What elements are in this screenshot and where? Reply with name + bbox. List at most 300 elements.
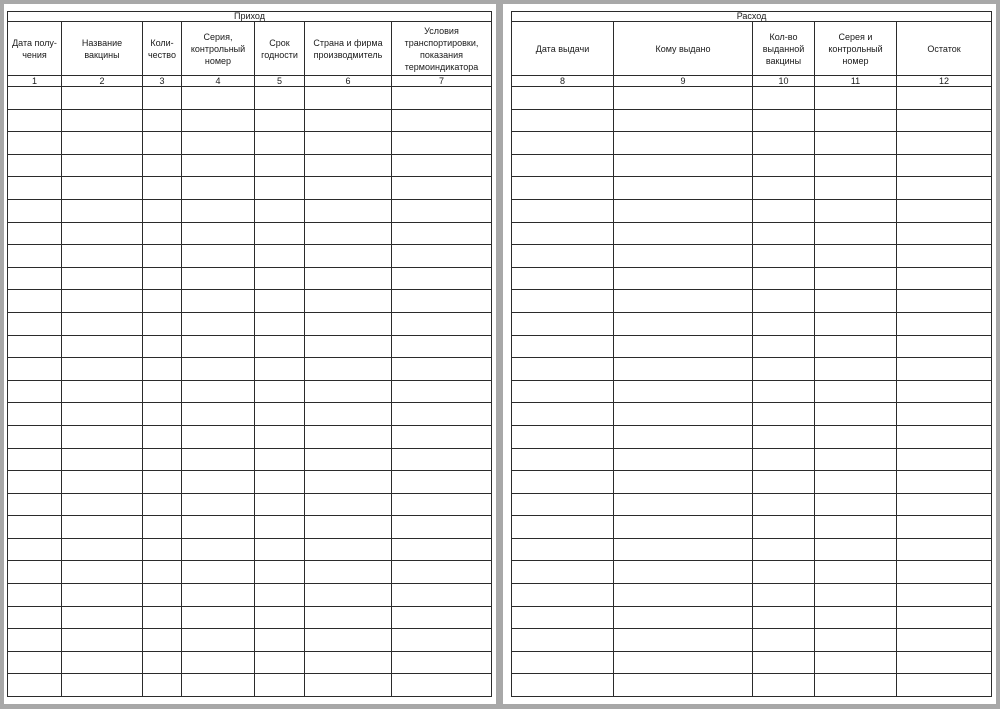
table-cell[interactable] [182, 132, 255, 155]
table-cell[interactable] [62, 403, 143, 426]
table-cell[interactable] [614, 561, 753, 584]
table-cell[interactable] [8, 651, 62, 674]
table-cell[interactable] [392, 267, 492, 290]
table-cell[interactable] [182, 290, 255, 313]
table-cell[interactable] [255, 132, 305, 155]
table-cell[interactable] [815, 245, 897, 268]
table-cell[interactable] [255, 538, 305, 561]
table-cell[interactable] [255, 358, 305, 381]
table-cell[interactable] [62, 87, 143, 110]
table-cell[interactable] [815, 132, 897, 155]
table-cell[interactable] [143, 87, 182, 110]
table-cell[interactable] [815, 516, 897, 539]
table-cell[interactable] [614, 87, 753, 110]
table-cell[interactable] [255, 199, 305, 222]
table-cell[interactable] [392, 109, 492, 132]
table-cell[interactable] [753, 403, 815, 426]
table-cell[interactable] [512, 629, 614, 652]
table-cell[interactable] [614, 177, 753, 200]
table-cell[interactable] [753, 290, 815, 313]
table-cell[interactable] [8, 199, 62, 222]
table-cell[interactable] [753, 312, 815, 335]
table-cell[interactable] [392, 584, 492, 607]
table-cell[interactable] [897, 154, 992, 177]
table-cell[interactable] [815, 448, 897, 471]
table-cell[interactable] [143, 448, 182, 471]
table-cell[interactable] [255, 222, 305, 245]
table-cell[interactable] [8, 516, 62, 539]
table-cell[interactable] [815, 584, 897, 607]
table-cell[interactable] [897, 561, 992, 584]
table-cell[interactable] [753, 199, 815, 222]
table-cell[interactable] [182, 358, 255, 381]
table-cell[interactable] [62, 471, 143, 494]
table-cell[interactable] [815, 109, 897, 132]
table-cell[interactable] [255, 177, 305, 200]
table-cell[interactable] [305, 222, 392, 245]
table-cell[interactable] [143, 245, 182, 268]
table-cell[interactable] [255, 651, 305, 674]
table-cell[interactable] [62, 493, 143, 516]
table-cell[interactable] [305, 584, 392, 607]
table-cell[interactable] [305, 606, 392, 629]
table-cell[interactable] [753, 132, 815, 155]
table-cell[interactable] [62, 561, 143, 584]
table-cell[interactable] [305, 380, 392, 403]
table-cell[interactable] [255, 448, 305, 471]
table-cell[interactable] [614, 584, 753, 607]
table-cell[interactable] [62, 245, 143, 268]
table-cell[interactable] [182, 87, 255, 110]
table-cell[interactable] [614, 674, 753, 697]
table-cell[interactable] [255, 312, 305, 335]
table-cell[interactable] [305, 516, 392, 539]
table-cell[interactable] [753, 561, 815, 584]
table-cell[interactable] [255, 493, 305, 516]
table-cell[interactable] [8, 674, 62, 697]
table-cell[interactable] [255, 335, 305, 358]
table-cell[interactable] [182, 606, 255, 629]
table-cell[interactable] [753, 448, 815, 471]
table-cell[interactable] [143, 538, 182, 561]
table-cell[interactable] [392, 561, 492, 584]
table-cell[interactable] [182, 312, 255, 335]
table-cell[interactable] [614, 403, 753, 426]
table-cell[interactable] [815, 222, 897, 245]
table-cell[interactable] [8, 177, 62, 200]
table-cell[interactable] [62, 267, 143, 290]
table-cell[interactable] [392, 199, 492, 222]
table-cell[interactable] [815, 358, 897, 381]
table-cell[interactable] [182, 245, 255, 268]
table-cell[interactable] [182, 561, 255, 584]
table-cell[interactable] [182, 471, 255, 494]
table-cell[interactable] [143, 199, 182, 222]
table-cell[interactable] [8, 335, 62, 358]
table-cell[interactable] [614, 358, 753, 381]
table-cell[interactable] [305, 177, 392, 200]
table-cell[interactable] [614, 267, 753, 290]
table-cell[interactable] [512, 267, 614, 290]
table-cell[interactable] [305, 154, 392, 177]
table-cell[interactable] [897, 538, 992, 561]
table-cell[interactable] [512, 199, 614, 222]
table-cell[interactable] [614, 109, 753, 132]
table-cell[interactable] [182, 448, 255, 471]
table-cell[interactable] [614, 312, 753, 335]
table-cell[interactable] [815, 380, 897, 403]
table-cell[interactable] [815, 154, 897, 177]
table-cell[interactable] [897, 109, 992, 132]
table-cell[interactable] [897, 267, 992, 290]
table-cell[interactable] [255, 380, 305, 403]
table-cell[interactable] [255, 561, 305, 584]
table-cell[interactable] [753, 629, 815, 652]
table-cell[interactable] [62, 651, 143, 674]
table-cell[interactable] [753, 584, 815, 607]
table-cell[interactable] [8, 87, 62, 110]
table-cell[interactable] [897, 448, 992, 471]
table-cell[interactable] [255, 606, 305, 629]
table-cell[interactable] [753, 651, 815, 674]
table-cell[interactable] [753, 606, 815, 629]
table-cell[interactable] [8, 448, 62, 471]
table-cell[interactable] [512, 561, 614, 584]
table-cell[interactable] [255, 425, 305, 448]
table-cell[interactable] [182, 425, 255, 448]
table-cell[interactable] [182, 335, 255, 358]
table-cell[interactable] [392, 358, 492, 381]
table-cell[interactable] [255, 267, 305, 290]
table-cell[interactable] [62, 222, 143, 245]
table-cell[interactable] [255, 290, 305, 313]
table-cell[interactable] [897, 290, 992, 313]
table-cell[interactable] [143, 358, 182, 381]
table-cell[interactable] [897, 335, 992, 358]
table-cell[interactable] [392, 177, 492, 200]
table-cell[interactable] [897, 493, 992, 516]
table-cell[interactable] [8, 245, 62, 268]
table-cell[interactable] [305, 267, 392, 290]
table-cell[interactable] [62, 335, 143, 358]
table-cell[interactable] [614, 651, 753, 674]
table-cell[interactable] [8, 109, 62, 132]
table-cell[interactable] [392, 516, 492, 539]
table-cell[interactable] [897, 358, 992, 381]
table-cell[interactable] [305, 335, 392, 358]
table-cell[interactable] [305, 358, 392, 381]
table-cell[interactable] [512, 425, 614, 448]
table-cell[interactable] [8, 312, 62, 335]
table-cell[interactable] [897, 312, 992, 335]
table-cell[interactable] [182, 177, 255, 200]
table-cell[interactable] [62, 199, 143, 222]
table-cell[interactable] [392, 471, 492, 494]
table-cell[interactable] [255, 109, 305, 132]
table-cell[interactable] [753, 222, 815, 245]
table-cell[interactable] [512, 335, 614, 358]
table-cell[interactable] [62, 516, 143, 539]
table-cell[interactable] [182, 154, 255, 177]
table-cell[interactable] [614, 290, 753, 313]
table-cell[interactable] [143, 290, 182, 313]
table-cell[interactable] [182, 538, 255, 561]
table-cell[interactable] [8, 403, 62, 426]
table-cell[interactable] [255, 584, 305, 607]
table-cell[interactable] [182, 493, 255, 516]
table-cell[interactable] [897, 87, 992, 110]
table-cell[interactable] [8, 154, 62, 177]
table-cell[interactable] [143, 629, 182, 652]
table-cell[interactable] [815, 606, 897, 629]
table-cell[interactable] [143, 651, 182, 674]
table-cell[interactable] [392, 154, 492, 177]
table-cell[interactable] [753, 87, 815, 110]
table-cell[interactable] [143, 493, 182, 516]
table-cell[interactable] [753, 358, 815, 381]
table-cell[interactable] [753, 267, 815, 290]
table-cell[interactable] [897, 132, 992, 155]
table-cell[interactable] [143, 425, 182, 448]
table-cell[interactable] [8, 290, 62, 313]
table-cell[interactable] [143, 312, 182, 335]
table-cell[interactable] [392, 538, 492, 561]
table-cell[interactable] [815, 651, 897, 674]
table-cell[interactable] [255, 471, 305, 494]
table-cell[interactable] [392, 629, 492, 652]
table-cell[interactable] [753, 154, 815, 177]
table-cell[interactable] [392, 222, 492, 245]
table-cell[interactable] [182, 380, 255, 403]
table-cell[interactable] [305, 109, 392, 132]
table-cell[interactable] [305, 561, 392, 584]
table-cell[interactable] [182, 109, 255, 132]
table-cell[interactable] [815, 290, 897, 313]
table-cell[interactable] [182, 199, 255, 222]
table-cell[interactable] [897, 222, 992, 245]
table-cell[interactable] [614, 471, 753, 494]
table-cell[interactable] [8, 606, 62, 629]
table-cell[interactable] [143, 109, 182, 132]
table-cell[interactable] [143, 132, 182, 155]
table-cell[interactable] [815, 177, 897, 200]
table-cell[interactable] [815, 425, 897, 448]
table-cell[interactable] [62, 584, 143, 607]
table-cell[interactable] [305, 538, 392, 561]
table-cell[interactable] [305, 629, 392, 652]
table-cell[interactable] [182, 267, 255, 290]
table-cell[interactable] [614, 448, 753, 471]
table-cell[interactable] [614, 380, 753, 403]
table-cell[interactable] [255, 403, 305, 426]
table-cell[interactable] [143, 674, 182, 697]
table-cell[interactable] [305, 425, 392, 448]
table-cell[interactable] [512, 516, 614, 539]
table-cell[interactable] [143, 267, 182, 290]
table-cell[interactable] [8, 267, 62, 290]
table-cell[interactable] [614, 606, 753, 629]
table-cell[interactable] [897, 199, 992, 222]
table-cell[interactable] [897, 606, 992, 629]
table-cell[interactable] [753, 380, 815, 403]
table-cell[interactable] [614, 425, 753, 448]
table-cell[interactable] [512, 245, 614, 268]
table-cell[interactable] [305, 245, 392, 268]
table-cell[interactable] [512, 674, 614, 697]
table-cell[interactable] [512, 651, 614, 674]
table-cell[interactable] [255, 87, 305, 110]
table-cell[interactable] [897, 516, 992, 539]
table-cell[interactable] [614, 493, 753, 516]
table-cell[interactable] [143, 222, 182, 245]
table-cell[interactable] [8, 132, 62, 155]
table-cell[interactable] [392, 87, 492, 110]
table-cell[interactable] [815, 561, 897, 584]
table-cell[interactable] [305, 448, 392, 471]
table-cell[interactable] [815, 674, 897, 697]
table-cell[interactable] [392, 335, 492, 358]
table-cell[interactable] [62, 448, 143, 471]
table-cell[interactable] [897, 629, 992, 652]
table-cell[interactable] [143, 606, 182, 629]
table-cell[interactable] [182, 629, 255, 652]
table-cell[interactable] [392, 290, 492, 313]
table-cell[interactable] [62, 674, 143, 697]
table-cell[interactable] [512, 493, 614, 516]
table-cell[interactable] [753, 335, 815, 358]
table-cell[interactable] [8, 629, 62, 652]
table-cell[interactable] [62, 358, 143, 381]
table-cell[interactable] [62, 177, 143, 200]
table-cell[interactable] [62, 290, 143, 313]
table-cell[interactable] [392, 312, 492, 335]
table-cell[interactable] [512, 154, 614, 177]
table-cell[interactable] [815, 493, 897, 516]
table-cell[interactable] [143, 561, 182, 584]
table-cell[interactable] [753, 177, 815, 200]
table-cell[interactable] [182, 222, 255, 245]
table-cell[interactable] [753, 245, 815, 268]
table-cell[interactable] [8, 425, 62, 448]
table-cell[interactable] [815, 312, 897, 335]
table-cell[interactable] [512, 358, 614, 381]
table-cell[interactable] [614, 222, 753, 245]
table-cell[interactable] [62, 312, 143, 335]
table-cell[interactable] [815, 267, 897, 290]
table-cell[interactable] [897, 584, 992, 607]
table-cell[interactable] [392, 132, 492, 155]
table-cell[interactable] [512, 87, 614, 110]
table-cell[interactable] [143, 584, 182, 607]
table-cell[interactable] [62, 606, 143, 629]
table-cell[interactable] [255, 516, 305, 539]
table-cell[interactable] [815, 335, 897, 358]
table-cell[interactable] [815, 538, 897, 561]
table-cell[interactable] [512, 109, 614, 132]
table-cell[interactable] [255, 674, 305, 697]
table-cell[interactable] [305, 651, 392, 674]
table-cell[interactable] [143, 403, 182, 426]
table-cell[interactable] [143, 335, 182, 358]
table-cell[interactable] [392, 425, 492, 448]
table-cell[interactable] [614, 154, 753, 177]
table-cell[interactable] [392, 245, 492, 268]
table-cell[interactable] [8, 358, 62, 381]
table-cell[interactable] [62, 538, 143, 561]
table-cell[interactable] [8, 222, 62, 245]
table-cell[interactable] [512, 312, 614, 335]
table-cell[interactable] [753, 109, 815, 132]
table-cell[interactable] [62, 629, 143, 652]
table-cell[interactable] [753, 471, 815, 494]
table-cell[interactable] [8, 561, 62, 584]
table-cell[interactable] [512, 471, 614, 494]
table-cell[interactable] [815, 471, 897, 494]
table-cell[interactable] [305, 312, 392, 335]
table-cell[interactable] [392, 674, 492, 697]
table-cell[interactable] [305, 290, 392, 313]
table-cell[interactable] [305, 403, 392, 426]
table-cell[interactable] [392, 493, 492, 516]
table-cell[interactable] [305, 493, 392, 516]
table-cell[interactable] [143, 471, 182, 494]
table-cell[interactable] [614, 199, 753, 222]
table-cell[interactable] [897, 245, 992, 268]
table-cell[interactable] [614, 245, 753, 268]
table-cell[interactable] [8, 538, 62, 561]
table-cell[interactable] [8, 493, 62, 516]
table-cell[interactable] [62, 425, 143, 448]
table-cell[interactable] [897, 403, 992, 426]
table-cell[interactable] [815, 199, 897, 222]
table-cell[interactable] [753, 516, 815, 539]
table-cell[interactable] [512, 448, 614, 471]
table-cell[interactable] [255, 629, 305, 652]
table-cell[interactable] [753, 674, 815, 697]
table-cell[interactable] [305, 471, 392, 494]
table-cell[interactable] [897, 425, 992, 448]
table-cell[interactable] [392, 403, 492, 426]
table-cell[interactable] [305, 132, 392, 155]
table-cell[interactable] [614, 335, 753, 358]
table-cell[interactable] [897, 177, 992, 200]
table-cell[interactable] [143, 154, 182, 177]
table-cell[interactable] [815, 629, 897, 652]
table-cell[interactable] [897, 651, 992, 674]
table-cell[interactable] [897, 380, 992, 403]
table-cell[interactable] [512, 380, 614, 403]
table-cell[interactable] [753, 538, 815, 561]
table-cell[interactable] [815, 87, 897, 110]
table-cell[interactable] [815, 403, 897, 426]
table-cell[interactable] [512, 538, 614, 561]
table-cell[interactable] [512, 584, 614, 607]
table-cell[interactable] [8, 380, 62, 403]
table-cell[interactable] [182, 674, 255, 697]
table-cell[interactable] [182, 584, 255, 607]
table-cell[interactable] [897, 471, 992, 494]
table-cell[interactable] [614, 516, 753, 539]
table-cell[interactable] [614, 538, 753, 561]
table-cell[interactable] [392, 448, 492, 471]
table-cell[interactable] [512, 222, 614, 245]
table-cell[interactable] [143, 380, 182, 403]
table-cell[interactable] [182, 651, 255, 674]
table-cell[interactable] [143, 516, 182, 539]
table-cell[interactable] [392, 606, 492, 629]
table-cell[interactable] [512, 132, 614, 155]
table-cell[interactable] [512, 290, 614, 313]
